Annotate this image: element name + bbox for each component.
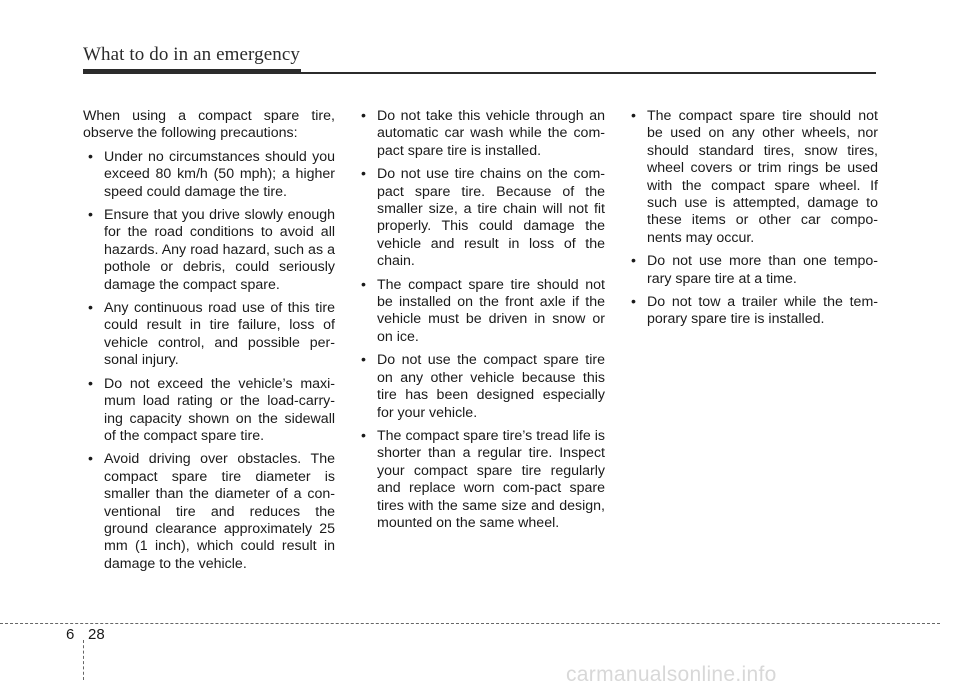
list-item <box>83 451 335 573</box>
list-item <box>83 149 335 201</box>
bullet-icon: • <box>631 294 636 311</box>
bullet-icon: • <box>88 300 93 317</box>
bullet-icon: • <box>631 253 636 270</box>
chapter-number: 6 <box>66 626 75 643</box>
list-item-text: The compact spare tire should not be installed on the front axle if the vehicle must be driven in snow or on ice. <box>377 276 605 345</box>
precautions-list-1 <box>83 149 335 573</box>
list-item-text: Do not take this vehicle through an automatic car wash while the com-pact spare tire is installed. <box>377 108 605 159</box>
list-item <box>626 108 878 247</box>
column-1 <box>83 108 335 579</box>
list-item <box>626 253 878 288</box>
list-item <box>83 300 335 370</box>
list-item-text: Any continuous road use of this tire could result in tire failure, loss of vehicle control, and possible per-sonal injury. <box>104 300 335 369</box>
precautions-list-2 <box>356 108 605 532</box>
list-item-text: Do not use the compact spare tire on any other vehicle because this tire has been designed especially for your vehicle. <box>377 352 605 421</box>
list-item-text: Do not exceed the vehicle’s maxi-mum load rating or the load-carry-ing capacity shown on the sidewall of the compact spare tire. <box>104 375 335 444</box>
bullet-icon: • <box>88 207 93 224</box>
list-item <box>356 277 605 347</box>
bullet-icon: • <box>361 166 366 183</box>
list-item <box>356 428 605 532</box>
list-item <box>626 294 878 329</box>
watermark: carmanualsonline.info <box>566 663 777 686</box>
page-number: 28 <box>88 626 105 643</box>
list-item-text: Do not use tire chains on the com-pact spare tire. Because of the smaller size, a tire chain will not fit properly. This could damage the vehicle and result in loss of the chain. <box>377 166 605 270</box>
precautions-list-3 <box>626 108 878 329</box>
list-item-text: Do not use more than one tempo-rary spare tire at a time. <box>647 253 878 287</box>
footer-rule <box>0 623 940 624</box>
list-item <box>356 166 605 270</box>
list-item-text: The compact spare tire should not be used on any other wheels, nor should standard tires, snow tires, wheel covers or trim rings be used with the compact spare wheel. If such use is attempted, damage to these items or other car compo-nents may occur. <box>647 108 878 246</box>
bullet-icon: • <box>88 148 93 165</box>
list-item-text: The compact spare tire’s tread life is shorter than a regular tire. Inspect your compact spare tire regularly and replace worn com-pact spare tires with the same size and design, mounted on the same wheel. <box>377 427 605 531</box>
bullet-icon: • <box>361 276 366 293</box>
bullet-icon: • <box>361 427 366 444</box>
list-item <box>83 376 335 446</box>
header-rule <box>83 72 876 74</box>
list-item <box>83 207 335 294</box>
bullet-icon: • <box>361 108 366 124</box>
footer-divider <box>83 640 84 680</box>
bullet-icon: • <box>631 108 636 124</box>
list-item <box>356 108 605 160</box>
list-item-text: Ensure that you drive slowly enough for the road conditions to avoid all hazards. Any road hazard, such as a pothole or debris, could seriously damage the compact spare. <box>104 207 335 293</box>
list-item <box>356 352 605 422</box>
list-item-text: Do not tow a trailer while the tem-porary spare tire is installed. <box>647 294 878 328</box>
bullet-icon: • <box>88 451 93 468</box>
column-2 <box>356 108 605 538</box>
bullet-icon: • <box>361 352 366 369</box>
intro-paragraph: When using a compact spare tire, observe the following precautions: <box>83 108 335 142</box>
list-item-text: Under no circumstances should you exceed 80 km/h (50 mph); a higher speed could damage the tire. <box>104 148 335 200</box>
section-title: What to do in an emergency <box>83 44 300 65</box>
list-item-text: Avoid driving over obstacles. The compact spare tire diameter is smaller than the diameter of a con-ventional tire and reduces the ground clearance approximately 25 mm (1 inch), which could result in damage to the vehicle. <box>104 451 335 572</box>
bullet-icon: • <box>88 375 93 392</box>
column-3 <box>626 108 878 335</box>
